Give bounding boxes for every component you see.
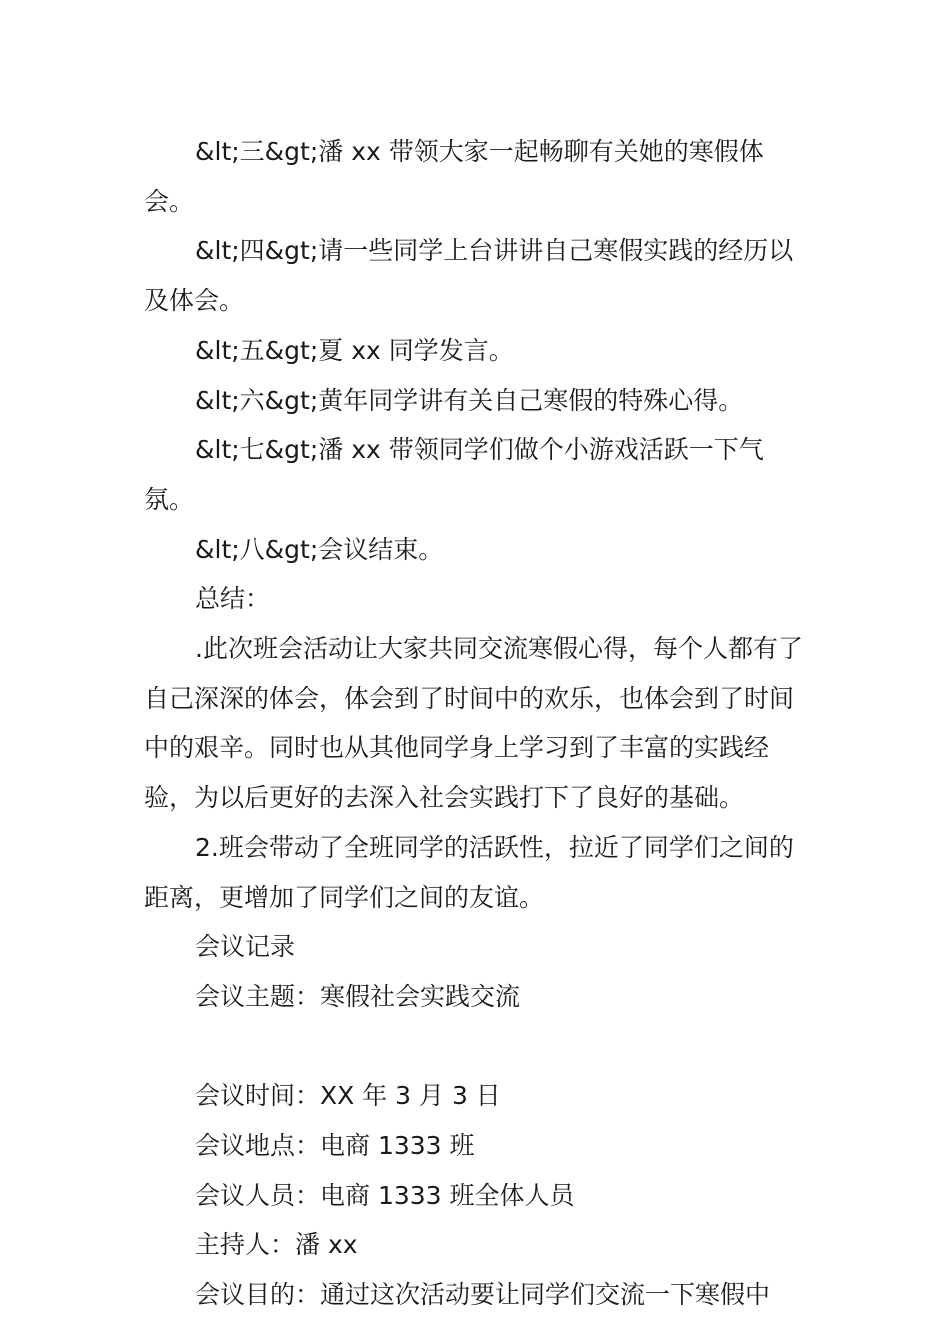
summary-point-1: .此次班会活动让大家共同交流寒假心得，每个人都有了自己深深的体会，体会到了时间中的欢乐，也体会到了时间中的艰辛。同时也从其他同学身上学习到了丰富的实践经验，为以后更好的去深入社会实践打下了良好的基础。 bbox=[144, 634, 803, 813]
document-body bbox=[144, 127, 810, 1320]
agenda-item-3: &lt;三&gt;潘 xx 带领大家一起畅聊有关她的寒假体会。 bbox=[144, 137, 764, 216]
meeting-record-heading: 会议记录 bbox=[195, 932, 296, 962]
agenda-item-6: &lt;六&gt;黄年同学讲有关自己寒假的特殊心得。 bbox=[195, 385, 744, 415]
blank-line bbox=[144, 1022, 810, 1072]
summary-point-2: 2.班会带动了全班同学的活跃性，拉近了同学们之间的距离，更增加了同学们之间的友谊。 bbox=[144, 832, 794, 912]
meeting-topic: 会议主题：寒假社会实践交流 bbox=[195, 981, 521, 1011]
agenda-item-4: &lt;四&gt;请一些同学上台讲讲自己寒假实践的经历以及体会。 bbox=[144, 236, 794, 316]
agenda-item-7: &lt;七&gt;潘 xx 带领同学们做个小游戏活跃一下气氛。 bbox=[144, 435, 764, 514]
summary-heading: 总结： bbox=[195, 584, 271, 614]
agenda-item-5: &lt;五&gt;夏 xx 同学发言。 bbox=[195, 335, 514, 365]
agenda-item-8: &lt;八&gt;会议结束。 bbox=[195, 534, 444, 564]
meeting-purpose: 会议目的：通过这次活动要让同学们交流一下寒假中 bbox=[195, 1280, 771, 1310]
meeting-location: 会议地点：电商 1333 班 bbox=[195, 1131, 475, 1161]
meeting-attendees: 会议人员：电商 1333 班全体人员 bbox=[195, 1180, 575, 1210]
meeting-time: 会议时间：XX 年 3 月 3 日 bbox=[195, 1081, 501, 1111]
meeting-host: 主持人：潘 xx bbox=[195, 1230, 358, 1260]
